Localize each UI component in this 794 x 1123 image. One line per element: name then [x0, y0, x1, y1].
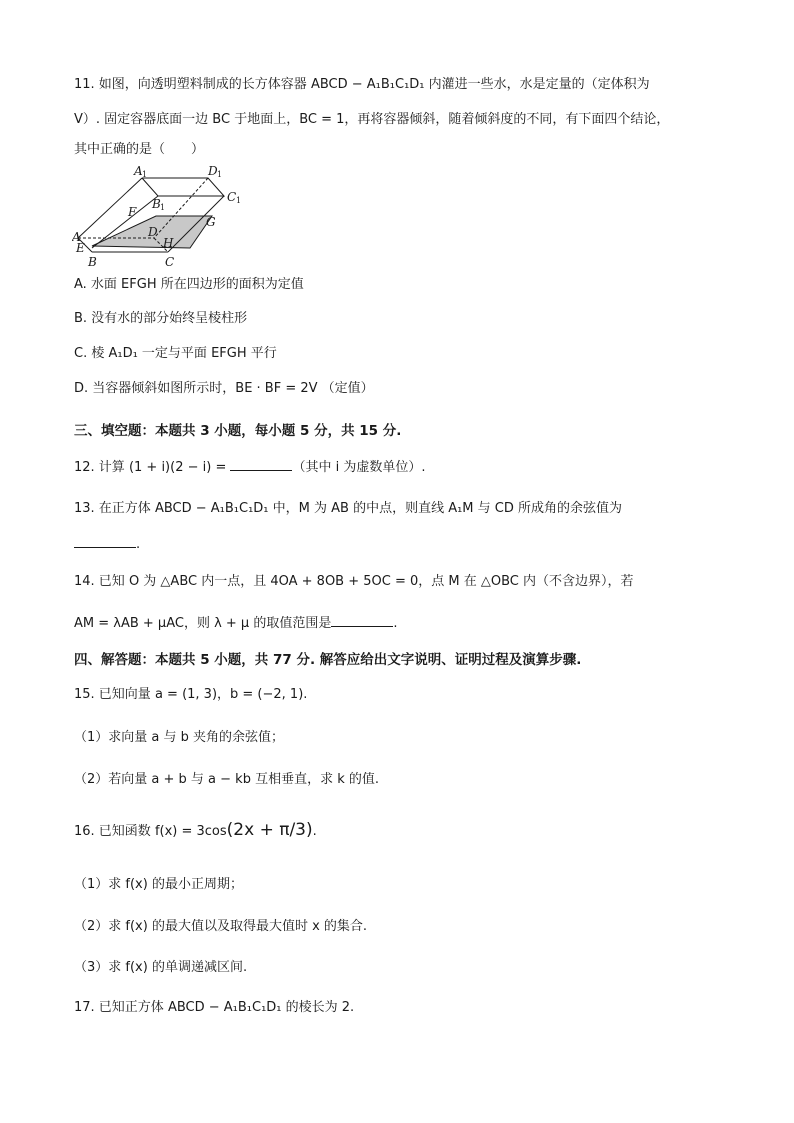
q14-line1: 14. 已知 O 为 △ABC 内一点，且 4OA + 8OB + 5OC = 0，点 M 在 △OBC 内（不含边界），若	[74, 574, 634, 589]
top-face	[142, 178, 224, 196]
label-a1-sub: 1	[142, 170, 148, 179]
q11-option-a: A. 水面 EFGH 所在四边形的面积为定值	[74, 277, 304, 292]
q12-suffix: （其中 i 为虚数单位）.	[292, 460, 426, 475]
q11-line2: V）. 固定容器底面一边 BC 于地面上，BC = 1，再将容器倾斜，随着倾斜度的不同，有下面四个结论，	[74, 112, 670, 127]
q15-part1: （1）求向量 a 与 b 夹角的余弦值；	[74, 730, 285, 745]
q12	[74, 458, 425, 477]
label-d: D	[148, 225, 158, 239]
label-d1: D	[208, 166, 218, 178]
q16-stem-prefix: 16. 已知函数 f(x) = 3cos	[74, 824, 227, 839]
q13-line1: 13. 在正方体 ABCD − A₁B₁C₁D₁ 中，M 为 AB 的中点，则直线 A₁M 与 CD 所成角的余弦值为	[74, 501, 623, 516]
q14-answer-blank[interactable]	[331, 614, 393, 627]
label-c: C	[165, 255, 175, 269]
q16-part2: （2）求 f(x) 的最大值以及取得最大值时 x 的集合.	[74, 919, 368, 934]
label-c1-sub: 1	[236, 196, 242, 205]
q16-stem-suffix: .	[312, 824, 317, 839]
q14-suffix: .	[393, 616, 398, 631]
q16-stem-arg: (2x + π/3)	[226, 820, 313, 840]
q12-answer-blank[interactable]	[230, 458, 292, 471]
label-g: G	[206, 215, 216, 229]
q14-line2-prefix: AM = λAB + μAC，则 λ + μ 的取值范围是	[74, 616, 332, 631]
q11-cuboid-figure	[72, 166, 262, 270]
q15-stem: 15. 已知向量 a = (1, 3)，b = (−2, 1).	[74, 687, 308, 702]
q16-stem	[74, 821, 317, 841]
label-b: B	[88, 255, 97, 269]
q16-part1: （1）求 f(x) 的最小正周期；	[74, 877, 243, 892]
label-a: A	[72, 230, 81, 244]
label-b1-sub: 1	[160, 203, 166, 212]
q14-line2	[74, 614, 397, 633]
q11-option-c: C. 棱 A₁D₁ 一定与平面 EFGH 平行	[74, 346, 277, 361]
label-f: F	[128, 205, 137, 219]
section-3-heading: 三、填空题：本题共 3 小题，每小题 5 分，共 15 分.	[74, 423, 402, 439]
label-h: H	[163, 236, 174, 250]
label-c1: C	[227, 190, 237, 204]
q11-option-d: D. 当容器倾斜如图所示时，BE · BF = 2V （定值）	[74, 381, 374, 396]
label-b1: B	[152, 197, 161, 211]
label-e: E	[76, 241, 85, 255]
q11-line3: 其中正确的是（ ）	[74, 142, 205, 157]
q15-part2: （2）若向量 a + b 与 a − kb 互相垂直，求 k 的值.	[74, 772, 380, 787]
label-d1-sub: 1	[217, 170, 223, 179]
q17-stem: 17. 已知正方体 ABCD − A₁B₁C₁D₁ 的棱长为 2.	[74, 1000, 355, 1015]
q11-option-b: B. 没有水的部分始终呈棱柱形	[74, 311, 248, 326]
q12-prefix: 12. 计算 (1 + i)(2 − i) =	[74, 460, 231, 475]
q11-line1: 11. 如图，向透明塑料制成的长方体容器 ABCD − A₁B₁C₁D₁ 内灌进一些水，水是定量的（定体积为	[74, 77, 650, 92]
q13-suffix: .	[136, 537, 141, 552]
q16-part3: （3）求 f(x) 的单调递减区间.	[74, 960, 248, 975]
section-4-heading: 四、解答题：本题共 5 小题，共 77 分. 解答应给出文字说明、证明过程及演算步骤.	[74, 652, 582, 668]
label-a1: A	[134, 166, 143, 178]
q13-answer-blank[interactable]	[74, 535, 136, 548]
q13-line2	[74, 535, 140, 554]
